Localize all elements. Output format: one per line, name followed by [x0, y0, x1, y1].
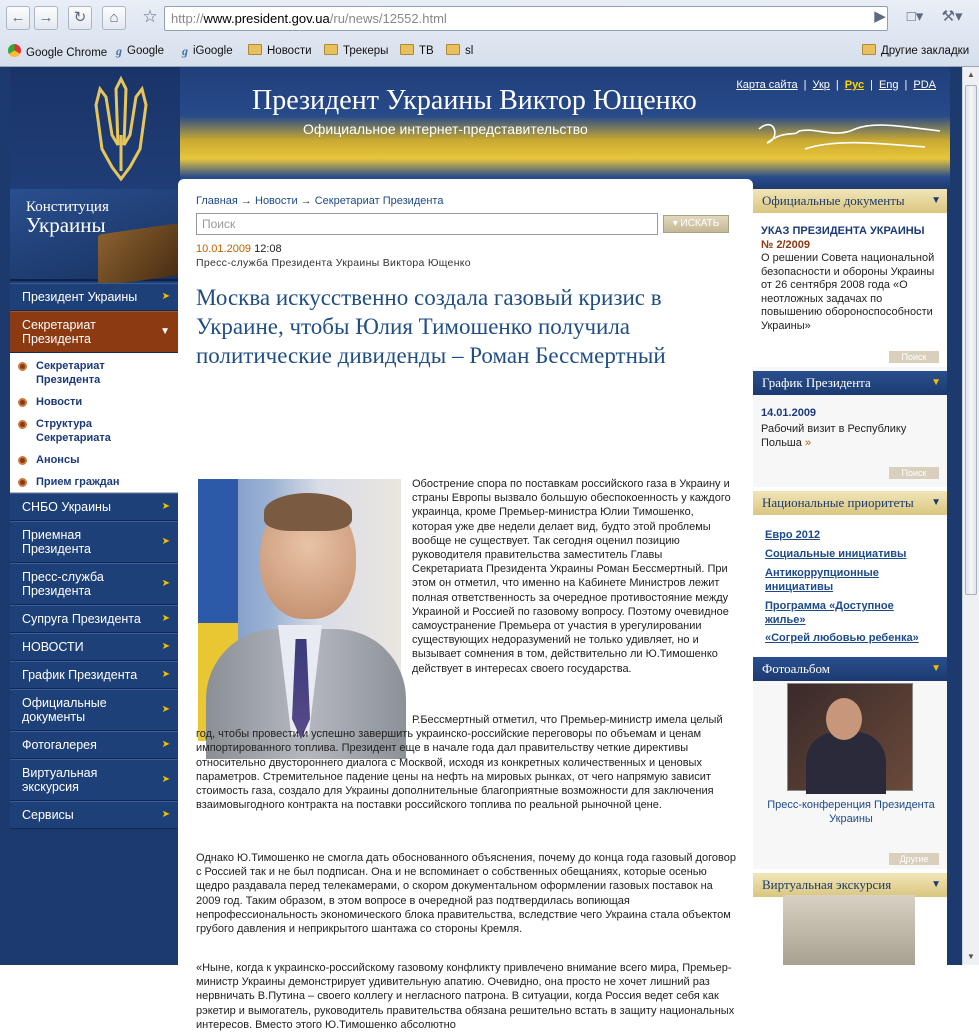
subnav-structure[interactable]: Структура Секретариата — [18, 417, 116, 445]
breadcrumb: Главная → Новости → Секретариат Президента — [196, 195, 444, 207]
priority-euro2012[interactable]: Евро 2012 — [765, 529, 821, 541]
decree-number: № 2/2009 — [761, 239, 810, 251]
site-header — [10, 67, 950, 189]
star-icon[interactable]: ☆ — [142, 7, 158, 26]
nav-president[interactable]: Президент Украины ➤ — [10, 283, 178, 311]
priority-housing[interactable]: Программа «Доступное жилье» — [765, 600, 894, 626]
lang-eng-link[interactable]: Eng — [878, 79, 899, 91]
address-bar[interactable] — [164, 6, 888, 31]
bookmark-other[interactable]: Другие закладки — [862, 44, 969, 57]
chevron-down-icon: ▼ — [931, 377, 941, 388]
chrome-icon — [8, 44, 21, 57]
nav-news[interactable]: НОВОСТИ ➤ — [10, 633, 178, 661]
article-paragraph-1: Обострение спора по поставкам российского газа в Украину и страны Европы вызвало большую обеспокоенность у каждого украинца, кроме Премьер-министра Юлии Тимошенко, которая уже две недели делает вид, будто этой проблемы вообще не существует. Так сегодня оценил позицию руководителя правительства заместитель Главы Секретариата Президента Украины Роман Бессмертный. При этом он отметил, что именно на Кабинете Министров лежит полная ответственность за очередное противостояние между Украиной и Россией по газовому вопросу. Поэтому очевидное самоустранение Премьера от участия в урегулировании существующих недоразумений не только удивляет, но и вызывает сомнения в том, действительно ли Ю.Тимошенко действует в интересах своего государства. — [412, 478, 731, 675]
bookmark-google[interactable]: g Google — [116, 44, 165, 58]
home-icon[interactable]: ⌂ — [102, 6, 126, 30]
chevron-down-icon: ▼ — [931, 195, 941, 206]
bullet-icon — [18, 362, 27, 371]
bullet-icon — [18, 398, 27, 407]
folder-icon — [324, 44, 338, 55]
bookmark-google-chrome[interactable]: Google Chrome — [8, 44, 107, 59]
chevron-down-icon: ▾ — [672, 218, 681, 229]
subnav-secretariat[interactable]: Секретариат Президента — [18, 359, 116, 387]
priority-social[interactable]: Социальные инициативы — [765, 548, 907, 560]
subnav-news[interactable]: Новости — [18, 395, 82, 409]
chevron-down-icon: ▼ — [931, 879, 941, 890]
album-figure-body — [806, 732, 886, 794]
site-title: Президент Украины Виктор Ющенко — [252, 85, 697, 116]
schedule-header[interactable]: График Президента ▼ — [753, 371, 947, 395]
signature-icon — [755, 109, 945, 167]
priority-anticorruption[interactable]: Антикоррупционные инициативы — [765, 567, 879, 593]
scrollbar-thumb[interactable] — [965, 85, 977, 595]
nav-photogallery[interactable]: Фотогалерея ➤ — [10, 731, 178, 759]
constitution-line2: Украины — [26, 213, 106, 237]
go-icon[interactable]: ▶ — [874, 8, 886, 25]
virtual-tour-header[interactable]: Виртуальная экскурсия ▼ — [753, 873, 947, 897]
chevron-right-icon: ➤ — [161, 774, 170, 785]
constitution-line1: Конституция — [26, 199, 109, 215]
chevron-down-icon: ▼ — [931, 663, 941, 674]
official-docs-block — [753, 189, 947, 367]
nav-nsdc[interactable]: СНБО Украины ➤ — [10, 493, 178, 521]
chevron-right-icon: ➤ — [161, 536, 170, 547]
bookmark-news[interactable]: Новости — [248, 44, 312, 57]
breadcrumb-home[interactable]: Главная — [196, 195, 238, 207]
article-photo — [198, 479, 401, 741]
back-icon[interactable]: ← — [6, 6, 30, 30]
folder-icon — [400, 44, 414, 55]
google-icon: g — [116, 44, 122, 58]
browser-chrome — [0, 0, 979, 67]
priorities-header[interactable]: Национальные приоритеты ▼ — [753, 491, 947, 515]
priority-children[interactable]: «Согрей любовью ребенка» — [765, 632, 919, 644]
url-domain: www.president.gov.ua — [203, 11, 330, 26]
site-subtitle: Официальное интернет-представительство — [303, 121, 588, 137]
decree-text: О решении Совета национальной безопасности и обороны Украины от 26 сентября 2008 года «О неотложных задачах по повышению обороноспособности Украины» — [761, 252, 935, 332]
nav-virtual-tour[interactable]: Виртуальная экскурсия ➤ — [10, 759, 178, 801]
photoalbum-block — [753, 657, 947, 869]
chevron-down-icon: ▼ — [160, 326, 170, 337]
album-other-button[interactable]: Другие — [889, 853, 939, 865]
google-icon: g — [182, 44, 188, 58]
secretariat-subnav — [10, 353, 178, 493]
article-time: 12:08 — [254, 243, 282, 255]
breadcrumb-secretariat[interactable]: Секретариат Президента — [314, 195, 444, 207]
pda-link[interactable]: PDA — [913, 79, 936, 91]
chevron-right-icon: ➤ — [161, 704, 170, 715]
article-date: 10.01.2009 12:08 — [196, 243, 282, 255]
bullet-icon — [18, 456, 27, 465]
chevron-right-icon: ➤ — [161, 641, 170, 652]
article-paragraph-2: Р.Бессмертный отметил, что Премьер-министр имела целый год, чтобы провести и успешно завершить украинско-российские переговоры по объемам и ценам импортированного топлива. Президент еще в начале года дал правительству четкие директивы относительно двустороннего диалога с Москвой, исходя из конкретных количественных и ценовых параметров. Стремительное падение цены на нефть на мировых рынках, от чего напрямую зависит стоимость газа, создало для Украины дополнительные благоприятные возможности для заключения взаимовыгодного контракта на поставки российского топлива по реальной рыночной цене. — [196, 714, 723, 812]
chevron-right-icon: ➤ — [161, 739, 170, 750]
bookmark-tv[interactable]: ТВ — [400, 44, 434, 57]
chevron-right-icon: ➤ — [161, 613, 170, 624]
virtual-tour-block — [753, 869, 947, 965]
sitemap-link[interactable]: Карта сайта — [736, 79, 798, 91]
album-caption[interactable]: Пресс-конференция Президента Украины — [767, 799, 935, 825]
bookmark-igoogle[interactable]: g iGoogle — [182, 44, 233, 58]
folder-icon — [862, 44, 876, 55]
nav-press-service[interactable]: Пресс-служба Президента ➤ — [10, 563, 178, 605]
subnav-reception[interactable]: Прием граждан — [18, 475, 120, 489]
nav-services[interactable]: Сервисы ➤ — [10, 801, 178, 829]
schedule-date: 14.01.2009 — [761, 407, 817, 419]
photoalbum-header[interactable]: Фотоальбом ▼ — [753, 657, 947, 681]
chevron-right-icon: ➤ — [161, 291, 170, 302]
schedule-block — [753, 367, 947, 487]
article-headline: Москва искусственно создала газовый кризис в Украине, чтобы Юлия Тимошенко получила политические дивиденды – Роман Бессмертный — [196, 285, 666, 368]
nav-schedule[interactable]: График Президента ➤ — [10, 661, 178, 689]
arrow-icon: » — [804, 436, 812, 449]
chevron-right-icon: ➤ — [161, 809, 170, 820]
main-content — [178, 179, 753, 1031]
page-menu-icon[interactable]: □▾ — [906, 8, 924, 25]
subnav-announcements[interactable]: Анонсы — [18, 453, 79, 467]
chevron-right-icon: ➤ — [161, 578, 170, 589]
schedule-search-button[interactable]: Поиск — [889, 467, 939, 479]
search-input[interactable]: Поиск — [196, 213, 658, 235]
wrench-icon[interactable]: ⚒▾ — [941, 8, 963, 25]
book-icon — [98, 223, 178, 286]
lang-rus-link[interactable]: Рус — [844, 79, 865, 91]
folder-icon — [248, 44, 262, 55]
nav-secretariat[interactable]: Секретариат Президента ▼ — [10, 311, 178, 353]
top-links: Карта сайта | Укр | Рус | Eng | PDA — [736, 79, 936, 91]
breadcrumb-news[interactable]: Новости — [255, 195, 298, 207]
page-viewport — [0, 67, 979, 1031]
bullet-icon — [18, 420, 27, 429]
nav-spouse[interactable]: Супруга Президента ➤ — [10, 605, 178, 633]
nav-official-docs[interactable]: Официальные документы ➤ — [10, 689, 178, 731]
bookmark-sl[interactable]: sl — [446, 44, 473, 57]
left-navigation — [10, 189, 178, 965]
docs-search-button[interactable]: Поиск — [889, 351, 939, 363]
constitution-banner[interactable] — [10, 189, 178, 281]
official-docs-header[interactable]: Официальные документы ▼ — [753, 189, 947, 213]
schedule-text[interactable]: Рабочий визит в Республику Польша » — [761, 423, 907, 449]
url-path: /ru/news/12552.html — [329, 11, 447, 26]
virtual-tour-image[interactable] — [783, 895, 915, 965]
search-button[interactable]: ▾ ИСКАТЬ — [663, 215, 729, 233]
forward-icon[interactable]: → — [34, 6, 58, 30]
bookmark-trackers[interactable]: Трекеры — [324, 44, 388, 57]
priorities-block — [753, 487, 947, 657]
chevron-right-icon: ➤ — [161, 501, 170, 512]
url-prefix: http:// — [171, 11, 204, 26]
decree-title[interactable]: УКАЗ ПРЕЗИДЕНТА УКРАИНЫ — [761, 225, 925, 237]
bullet-icon — [18, 478, 27, 487]
chevron-down-icon: ▼ — [931, 497, 941, 508]
folder-icon — [446, 44, 460, 55]
album-figure-head — [826, 698, 862, 740]
article-paragraph-4: «Ныне, когда к украинско-российскому газовому конфликту привлечено внимание всего мира, Премьер-министр Украины демонстрирует удивительную апатию. Очевидно, она просто не хочет лишний раз нервничать В.Путина – своего коллегу и негласного патрона. В ситуации, когда Россия ведет себя как рэкетир и вымогатель, руководитель правительства обязана решительно встать в защиту национальных интересов. Вместо этого Ю.Тимошенко абсолютно — [196, 962, 735, 1031]
reload-icon[interactable]: ↻ — [68, 6, 92, 30]
chevron-right-icon: ➤ — [161, 669, 170, 680]
trident-icon — [90, 75, 152, 185]
album-photo[interactable] — [787, 683, 913, 791]
article-paragraph-3: Однако Ю.Тимошенко не смогла дать обоснованного объяснения, почему до конца года газовый договор с Россией так и не был подписан. Она и не вспоминает о собственных обещаниях, которые осенью щедро раздавала перед телекамерами, о скором документальном оформлении газовых поставок на 2009 год. Таким образом, в этом вопросе в очередной раз подтвердилась вопиющая непрофессиональность экономического блока правительства, вследствие чего Украина стала объектом грубого давления и неприкрытого шантажа со стороны Кремля. — [196, 852, 736, 936]
right-column — [753, 189, 947, 965]
scroll-up-icon[interactable]: ▲ — [967, 70, 975, 79]
scrollbar[interactable] — [962, 67, 979, 965]
scroll-down-icon[interactable]: ▼ — [967, 952, 975, 961]
photo-hair — [264, 493, 352, 531]
lang-ukr-link[interactable]: Укр — [812, 79, 830, 91]
article-byline: Пресс-служба Президента Украины Виктора Ющенко — [196, 257, 471, 269]
bookmarks-bar — [0, 38, 979, 64]
nav-reception[interactable]: Приемная Президента ➤ — [10, 521, 178, 563]
